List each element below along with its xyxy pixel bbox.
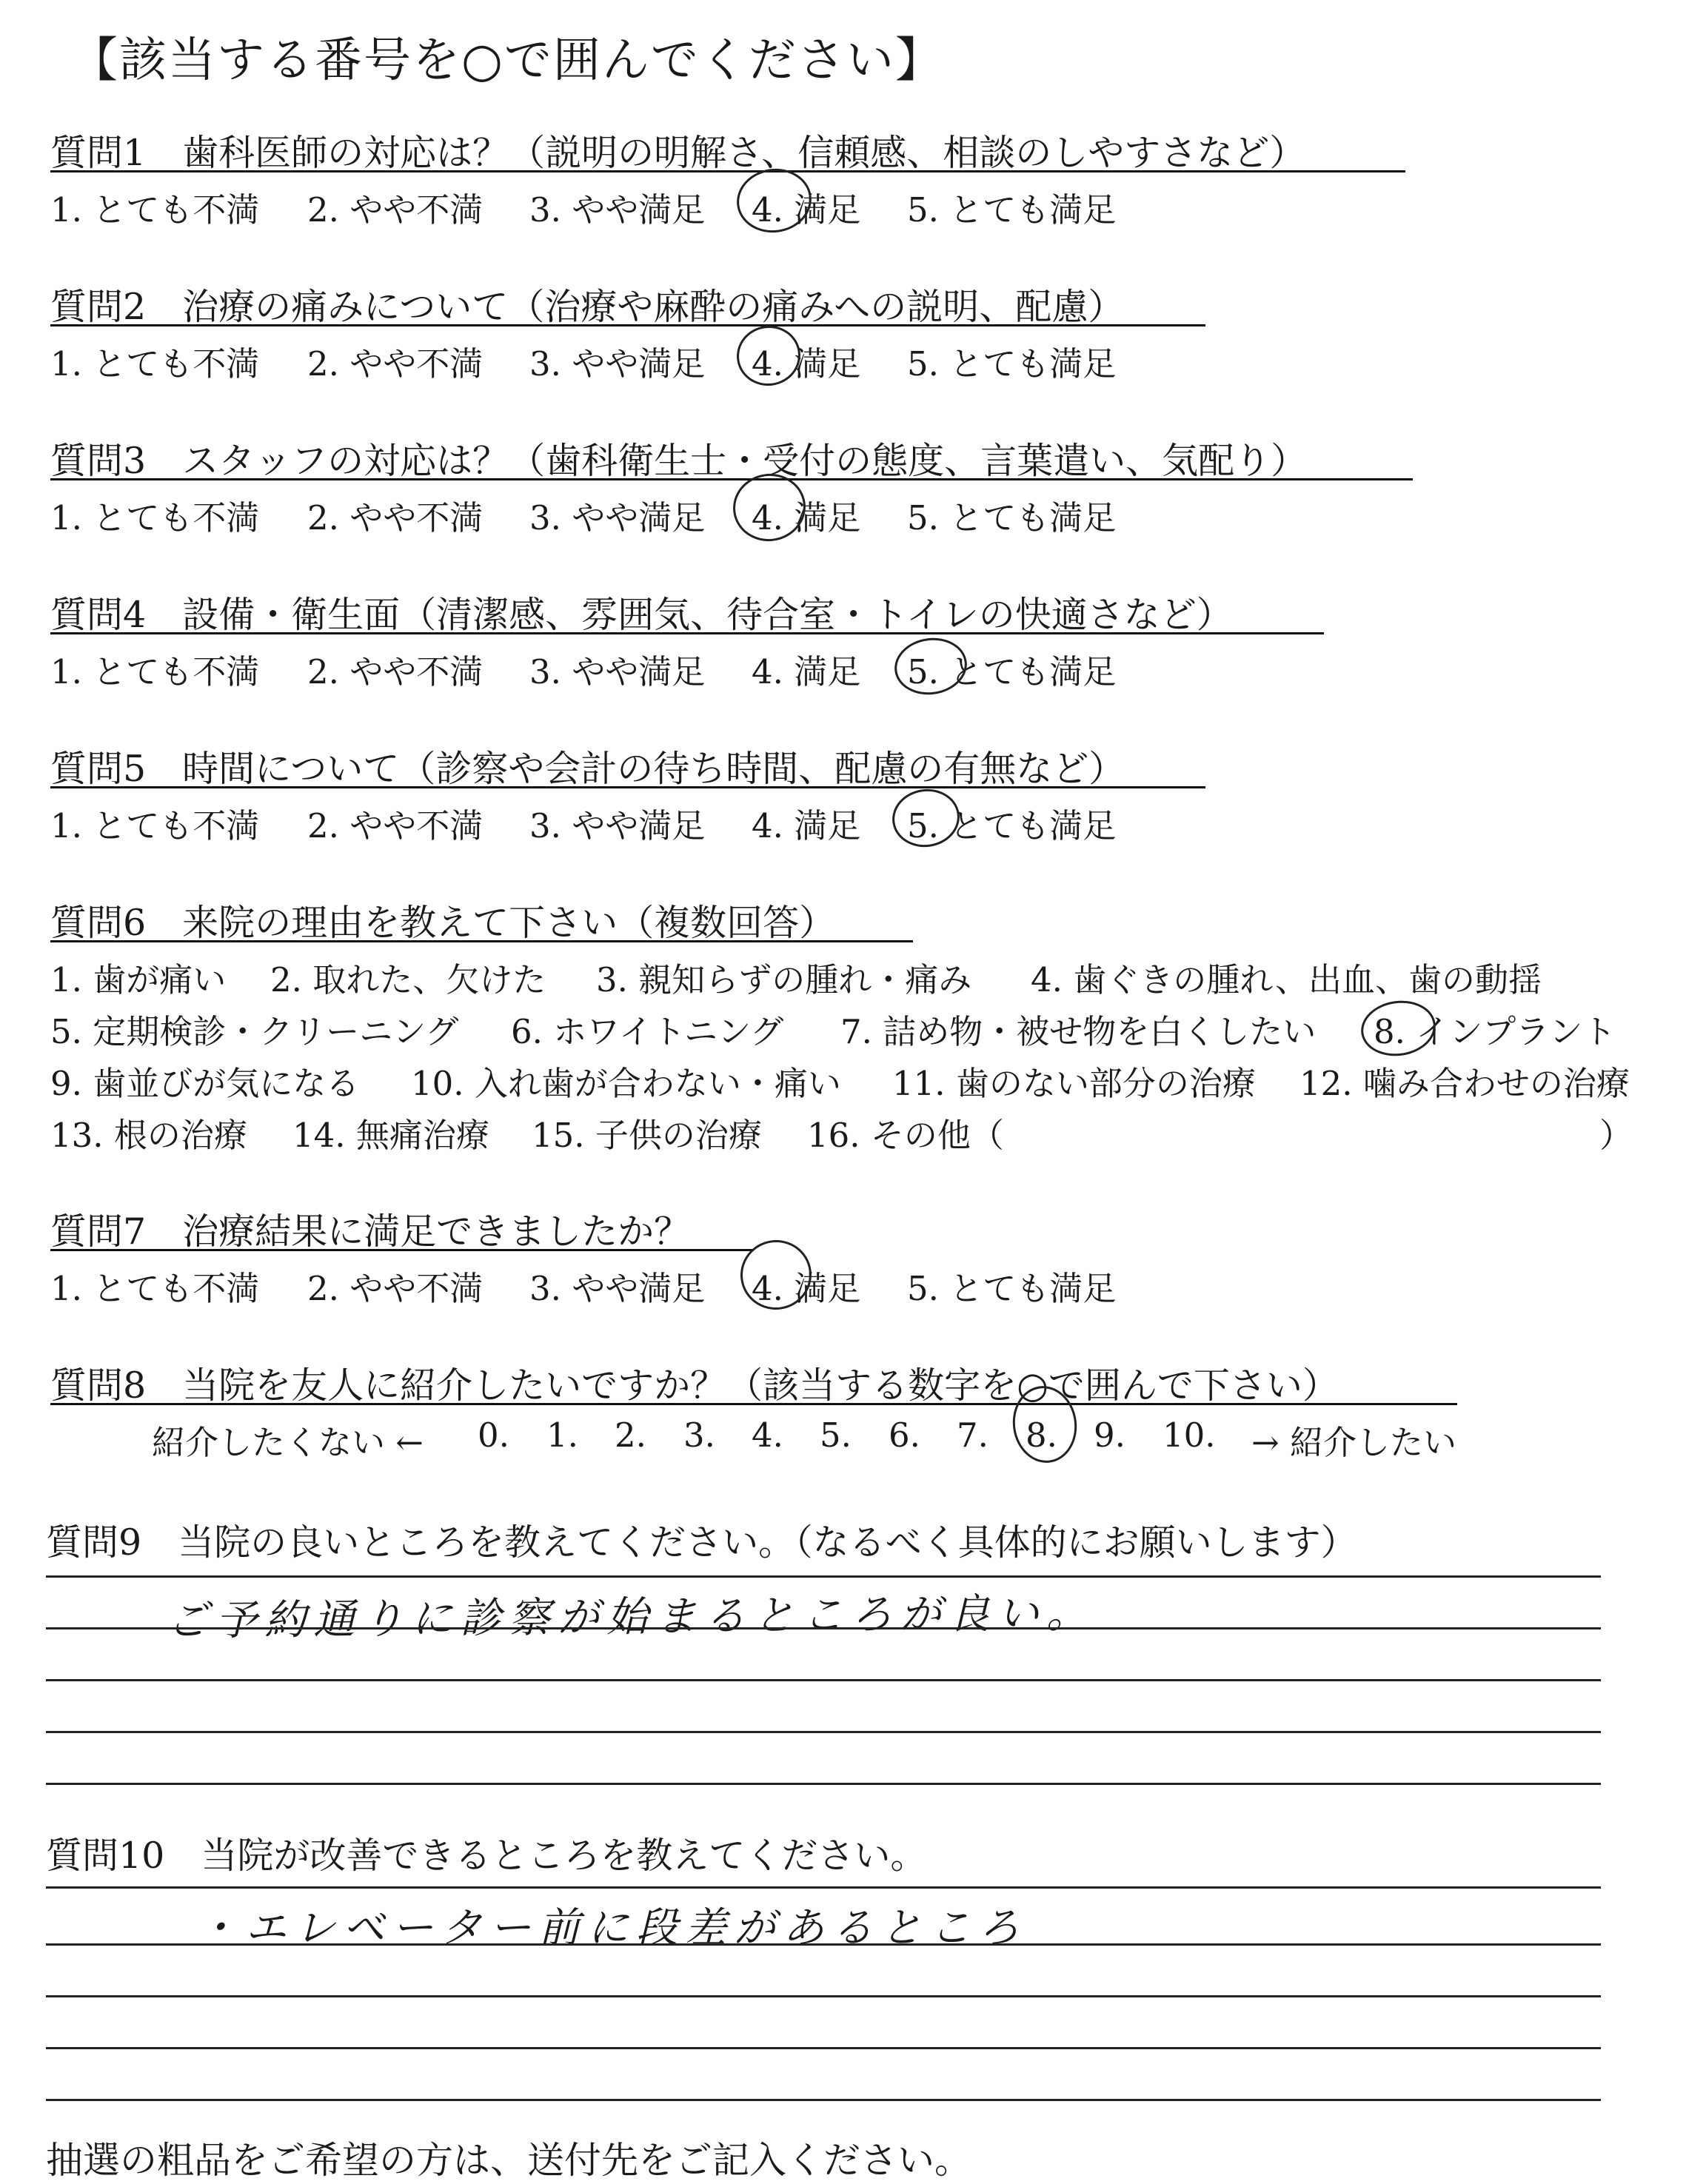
q1-option-1[interactable]: 1. とても不満: [50, 190, 260, 230]
q3-option-3[interactable]: 3. やや満足: [529, 498, 706, 537]
q8-value-9[interactable]: 9.: [1094, 1416, 1125, 1455]
q8-value-2[interactable]: 2.: [615, 1416, 646, 1455]
q3-underline: [50, 478, 1413, 480]
q6-option-9[interactable]: 9. 歯並びが気になる: [50, 1064, 360, 1103]
q8-left-label: 紹介したくない ←: [152, 1423, 424, 1462]
q6-option-13[interactable]: 13. 根の治療: [50, 1116, 247, 1155]
q8-value-4[interactable]: 4.: [752, 1416, 783, 1455]
q2-option-3[interactable]: 3. やや満足: [529, 344, 706, 383]
q6-option-6[interactable]: 6. ホワイトニング: [511, 1012, 784, 1051]
q9-answer-line-4: [46, 1731, 1601, 1733]
q6-underline: [50, 940, 913, 942]
q6-other-close-paren: ）: [1599, 1116, 1633, 1155]
q6-option-2[interactable]: 2. 取れた、欠けた: [270, 960, 546, 999]
q1-underline: [50, 170, 1405, 172]
q1-option-2[interactable]: 2. やや不満: [307, 190, 484, 230]
q7-option-5[interactable]: 5. とても満足: [907, 1269, 1117, 1308]
q1-heading: 質問1 歯科医師の対応は？（説明の明解さ、信頼感、相談のしやすさなど）: [50, 132, 1306, 174]
q2-heading: 質問2 治療の痛みについて（治療や麻酔の痛みへの説明、配慮）: [50, 286, 1125, 328]
q4-option-2[interactable]: 2. やや不満: [307, 652, 484, 691]
q4-underline: [50, 632, 1324, 634]
q2-option-4[interactable]: 4. 満足: [752, 344, 861, 383]
q4-heading: 質問4 設備・衛生面（清潔感、雰囲気、待合室・トイレの快適さなど）: [50, 594, 1233, 636]
q8-value-8[interactable]: 8.: [1026, 1416, 1057, 1455]
q8-right-label: → 紹介したい: [1251, 1423, 1457, 1462]
q10-heading: 質問10 当院が改善できるところを教えてください。: [46, 1835, 927, 1877]
q6-heading: 質問6 来院の理由を教えて下さい（複数回答）: [50, 902, 836, 944]
q6-option-3[interactable]: 3. 親知らずの腫れ・痛み: [596, 960, 972, 999]
q7-heading: 質問7 治療結果に満足できましたか？: [50, 1210, 691, 1253]
q2-option-1[interactable]: 1. とても不満: [50, 344, 260, 383]
q4-option-1[interactable]: 1. とても不満: [50, 652, 260, 691]
q2-option-2[interactable]: 2. やや不満: [307, 344, 484, 383]
q7-option-4[interactable]: 4. 満足: [752, 1269, 861, 1308]
q3-option-5[interactable]: 5. とても満足: [907, 498, 1117, 537]
q7-option-2[interactable]: 2. やや不満: [307, 1269, 484, 1308]
q6-option-14[interactable]: 14. 無痛治療: [292, 1116, 489, 1155]
q6-option-1[interactable]: 1. 歯が痛い: [50, 960, 227, 999]
q6-option-5[interactable]: 5. 定期検診・クリーニング: [50, 1012, 459, 1051]
q6-option-4[interactable]: 4. 歯ぐきの腫れ、出血、歯の動揺: [1031, 960, 1542, 999]
q8-underline: [50, 1403, 1457, 1405]
q3-option-2[interactable]: 2. やや不満: [307, 498, 484, 537]
q3-heading: 質問3 スタッフの対応は？（歯科衛生士・受付の態度、言葉遣い、気配り）: [50, 440, 1308, 482]
q5-option-4[interactable]: 4. 満足: [752, 806, 861, 845]
q9-answer-line-2: [46, 1627, 1601, 1629]
q7-option-1[interactable]: 1. とても不満: [50, 1269, 260, 1308]
q9-answer-line-1: [46, 1575, 1601, 1578]
q5-underline: [50, 786, 1205, 788]
q5-option-3[interactable]: 3. やや満足: [529, 806, 706, 845]
q4-option-5[interactable]: 5. とても満足: [907, 652, 1117, 691]
q10-answer-line-4: [46, 2047, 1601, 2049]
q9-answer-line-5: [46, 1783, 1601, 1785]
q3-option-4[interactable]: 4. 満足: [752, 498, 861, 537]
q9-handwritten-answer[interactable]: ご予約通りに診察が始まるところが良い。: [166, 1589, 1096, 1646]
q10-handwritten-answer[interactable]: ・エレベーター前に段差があるところ: [196, 1904, 1027, 1952]
q5-option-5[interactable]: 5. とても満足: [907, 806, 1117, 845]
q6-option-16[interactable]: 16. その他（: [807, 1116, 1004, 1155]
q8-value-5[interactable]: 5.: [820, 1416, 852, 1455]
q10-answer-line-5: [46, 2099, 1601, 2101]
q3-option-1[interactable]: 1. とても不満: [50, 498, 260, 537]
q8-value-0[interactable]: 0.: [478, 1416, 509, 1455]
q6-option-11[interactable]: 11. 歯のない部分の治療: [892, 1064, 1256, 1103]
q6-option-7[interactable]: 7. 詰め物・被せ物を白くしたい: [840, 1012, 1317, 1051]
q10-answer-line-2: [46, 1943, 1601, 1946]
page-title: 【該当する番号を○で囲んでください】: [70, 33, 944, 88]
q5-option-1[interactable]: 1. とても不満: [50, 806, 260, 845]
q7-option-3[interactable]: 3. やや満足: [529, 1269, 706, 1308]
q6-option-12[interactable]: 12. 噛み合わせの治療: [1299, 1064, 1630, 1103]
q9-heading: 質問9 当院の良いところを教えてください。（なるべく具体的にお願いします）: [46, 1521, 1357, 1564]
q1-option-3[interactable]: 3. やや満足: [529, 190, 706, 230]
q8-value-10[interactable]: 10.: [1163, 1416, 1216, 1455]
footer-note: 抽選の粗品をご希望の方は、送付先をご記入ください。: [46, 2139, 971, 2182]
q5-option-2[interactable]: 2. やや不満: [307, 806, 484, 845]
q1-option-5[interactable]: 5. とても満足: [907, 190, 1117, 230]
q6-option-8[interactable]: 8. インプラント: [1374, 1012, 1616, 1051]
q8-value-3[interactable]: 3.: [683, 1416, 715, 1455]
q8-value-7[interactable]: 7.: [957, 1416, 989, 1455]
q6-option-10[interactable]: 10. 入れ歯が合わない・痛い: [411, 1064, 841, 1103]
q8-heading: 質問8 当院を友人に紹介したいですか？（該当する数字を○で囲んで下さい）: [50, 1364, 1339, 1407]
q2-option-5[interactable]: 5. とても満足: [907, 344, 1117, 383]
q10-answer-line-3: [46, 1995, 1601, 1997]
q9-answer-line-3: [46, 1679, 1601, 1681]
q10-answer-line-1: [46, 1886, 1601, 1889]
q4-option-3[interactable]: 3. やや満足: [529, 652, 706, 691]
q2-underline: [50, 324, 1205, 326]
q8-value-1[interactable]: 1.: [546, 1416, 578, 1455]
q6-option-15[interactable]: 15. 子供の治療: [532, 1116, 762, 1155]
q4-option-4[interactable]: 4. 満足: [752, 652, 861, 691]
q1-option-4[interactable]: 4. 満足: [752, 190, 861, 230]
q7-underline: [50, 1249, 754, 1251]
q5-heading: 質問5 時間について（診察や会計の待ち時間、配慮の有無など）: [50, 748, 1125, 790]
q8-value-6[interactable]: 6.: [889, 1416, 920, 1455]
